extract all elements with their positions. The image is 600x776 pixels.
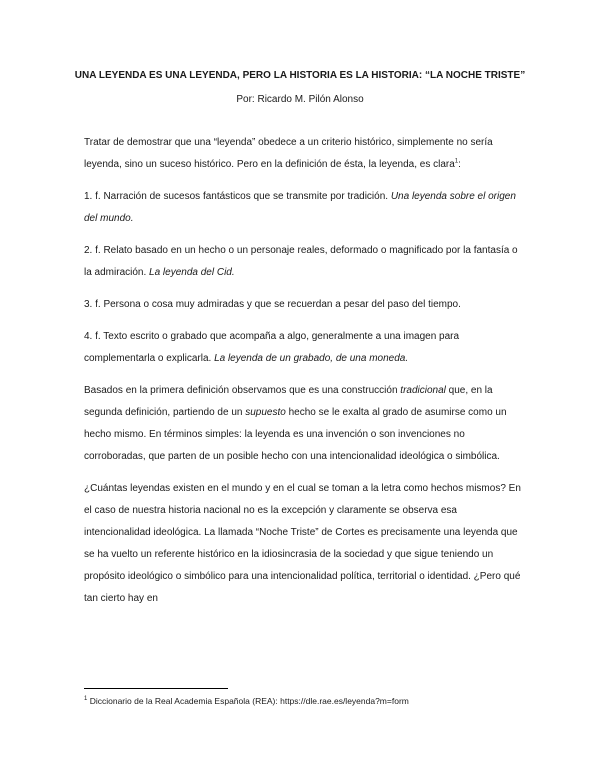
definition-1	[84, 186, 524, 230]
document-title: UNA LEYENDA ES UNA LEYENDA, PERO LA HISTORIA ES LA HISTORIA: “LA NOCHE TRISTE”	[74, 70, 526, 81]
footnote-divider	[84, 688, 228, 689]
definition-example: Una leyenda sobre el origen del mundo.	[84, 191, 516, 224]
para-text: Basados en la primera definición observamos que es una construcción	[84, 385, 401, 396]
definition-2	[84, 240, 524, 284]
definition-3	[84, 294, 524, 316]
para-text: que, en la segunda definición, partiendo de un	[84, 385, 493, 418]
definition-example: La leyenda de un grabado, de una moneda.	[214, 353, 409, 364]
analysis-paragraph	[84, 380, 524, 468]
para-italic: supuesto	[245, 407, 286, 418]
question-paragraph: ¿Cuántas leyendas existen en el mundo y en el cual se toman a la letra como hechos mismos? En el caso de nuestra historia nacional no es la excepción y claramente se observa esa intencionalidad ideológica. La llamada “Noche Triste” de Cortes es precisamente una leyenda que se ha vuelto un referente histórico en la idiosincrasia de la sociedad y que sigue teniendo un propósito ideológico o simbólico para una intencionalidad política, territorial o identidad. ¿Pero qué tan cierto hay en	[84, 483, 521, 604]
definition-text: 2. f. Relato basado en un hecho o un personaje reales, deformado o magnificado por la fantasía o la admiración.	[84, 245, 518, 278]
intro-paragraph	[84, 132, 524, 176]
para-text: hecho se le exalta al grado de asumirse como un hecho mismo. En términos simples: la leyenda es una invención o son invenciones no corroboradas, que parten de un posible hecho con una intencionalidad ideológica o simbólica.	[84, 407, 507, 462]
footnote-text: Diccionario de la Real Academia Española (REA): https://dle.rae.es/leyenda?m=form	[87, 696, 409, 706]
footnote-ref[interactable]: 1	[454, 158, 459, 165]
footnote	[84, 696, 409, 706]
footnote-number: 1	[84, 696, 88, 703]
intro-colon: :	[458, 159, 461, 170]
definition-example: La leyenda del Cid.	[149, 267, 235, 278]
definition-4	[84, 326, 524, 370]
document-body	[84, 132, 524, 620]
definition-text: 3. f. Persona o cosa muy admiradas y que se recuerdan a pesar del paso del tiempo.	[84, 299, 461, 310]
definition-text: 4. f. Texto escrito o grabado que acompaña a algo, generalmente a una imagen para complementarla o explicarla.	[84, 331, 460, 364]
definition-text: 1. f. Narración de sucesos fantásticos que se transmite por tradición.	[84, 191, 391, 202]
document-author: Por: Ricardo M. Pilón Alonso	[236, 94, 364, 105]
intro-text: Tratar de demostrar que una “leyenda” obedece a un criterio histórico, simplemente no sería leyenda, sino un suceso histórico. Pero en la definición de ésta, la leyenda, es clara	[84, 137, 493, 170]
para-italic: tradicional	[400, 385, 446, 396]
